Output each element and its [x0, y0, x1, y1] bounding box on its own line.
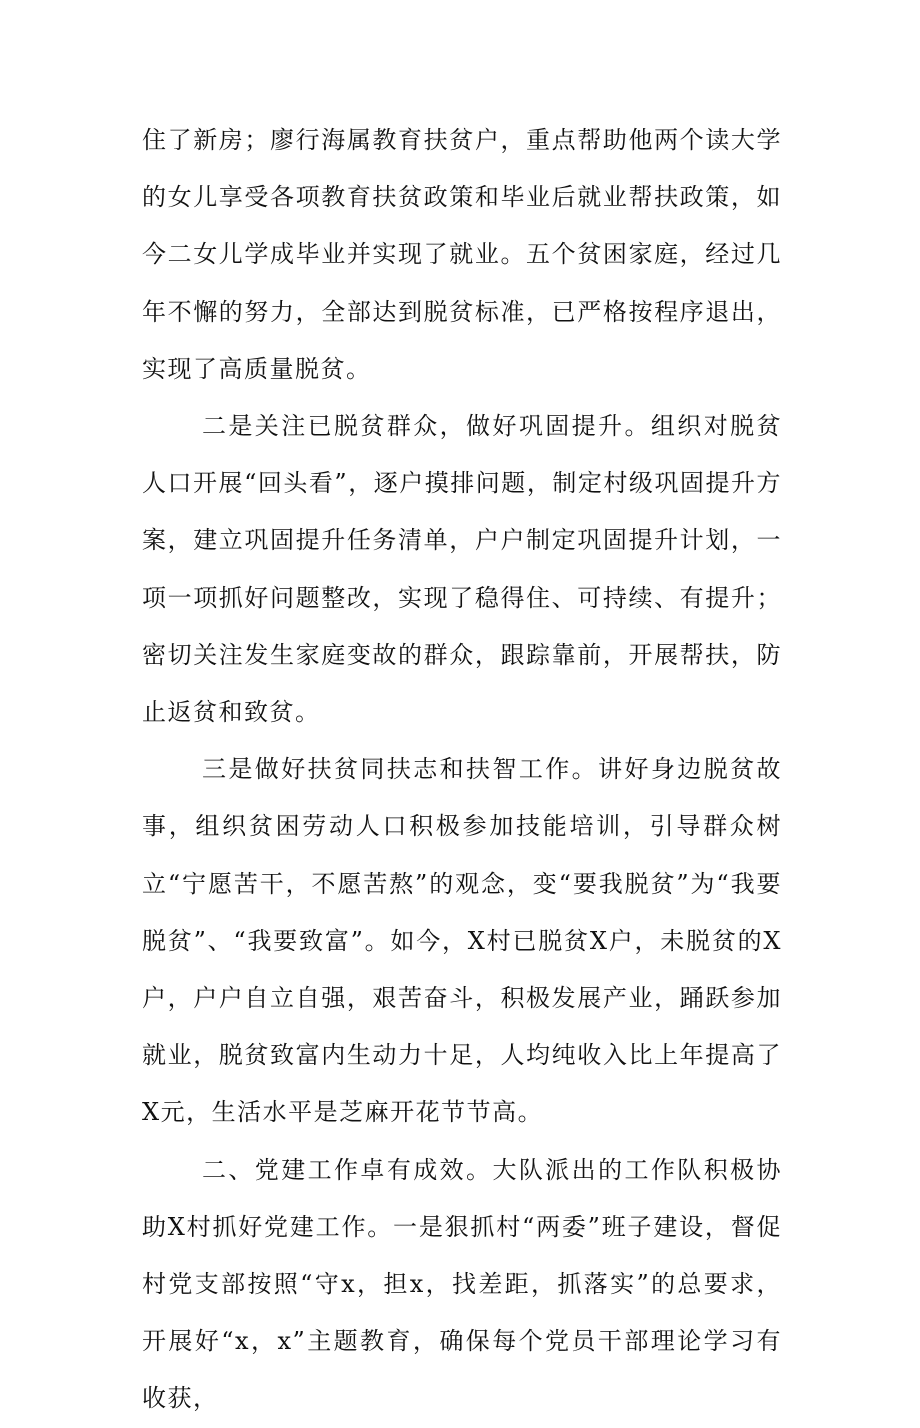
paragraph-aspiration: 三是做好扶贫同扶志和扶智工作。讲好身边脱贫故事，组织贫困劳动人口积极参加技能培训，引导群众树立“宁愿苦干，不愿苦熬”的观念，变“要我脱贫”为“我要脱贫”、“我要致富”。如今，X村已脱贫X户，未脱贫的X户，户户自立自强，艰苦奋斗，积极发展产业，踊跃参加就业，脱贫致富内生动力十足，人均纯收入比上年提高了X元，生活水平是芝麻开花节节高。 [142, 755, 782, 1127]
paragraph-continuation: 住了新房；廖行海属教育扶贫户，重点帮助他两个读大学的女儿享受各项教育扶贫政策和毕业后就业帮扶政策，如今二女儿学成毕业并实现了就业。五个贫困家庭，经过几年不懈的努力，全部达到脱贫标准，已严格按程序退出，实现了高质量脱贫。 [142, 126, 782, 383]
paragraph-party-building: 二、党建工作卓有成效。大队派出的工作队积极协助X村抓好党建工作。一是狠抓村“两委”班子建设，督促村党支部按照“守x，担x，找差距，抓落实”的总要求，开展好“x，x”主题教育，确保每个党员干部理论学习有收获， [142, 1155, 782, 1413]
paragraph-consolidation: 二是关注已脱贫群众，做好巩固提升。组织对脱贫人口开展“回头看”，逐户摸排问题，制定村级巩固提升方案，建立巩固提升任务清单，户户制定巩固提升计划，一项一项抓好问题整改，实现了稳得住、可持续、有提升；密切关注发生家庭变故的群众，跟踪靠前，开展帮扶，防止返贫和致贫。 [142, 412, 782, 727]
document-body [142, 112, 782, 1428]
